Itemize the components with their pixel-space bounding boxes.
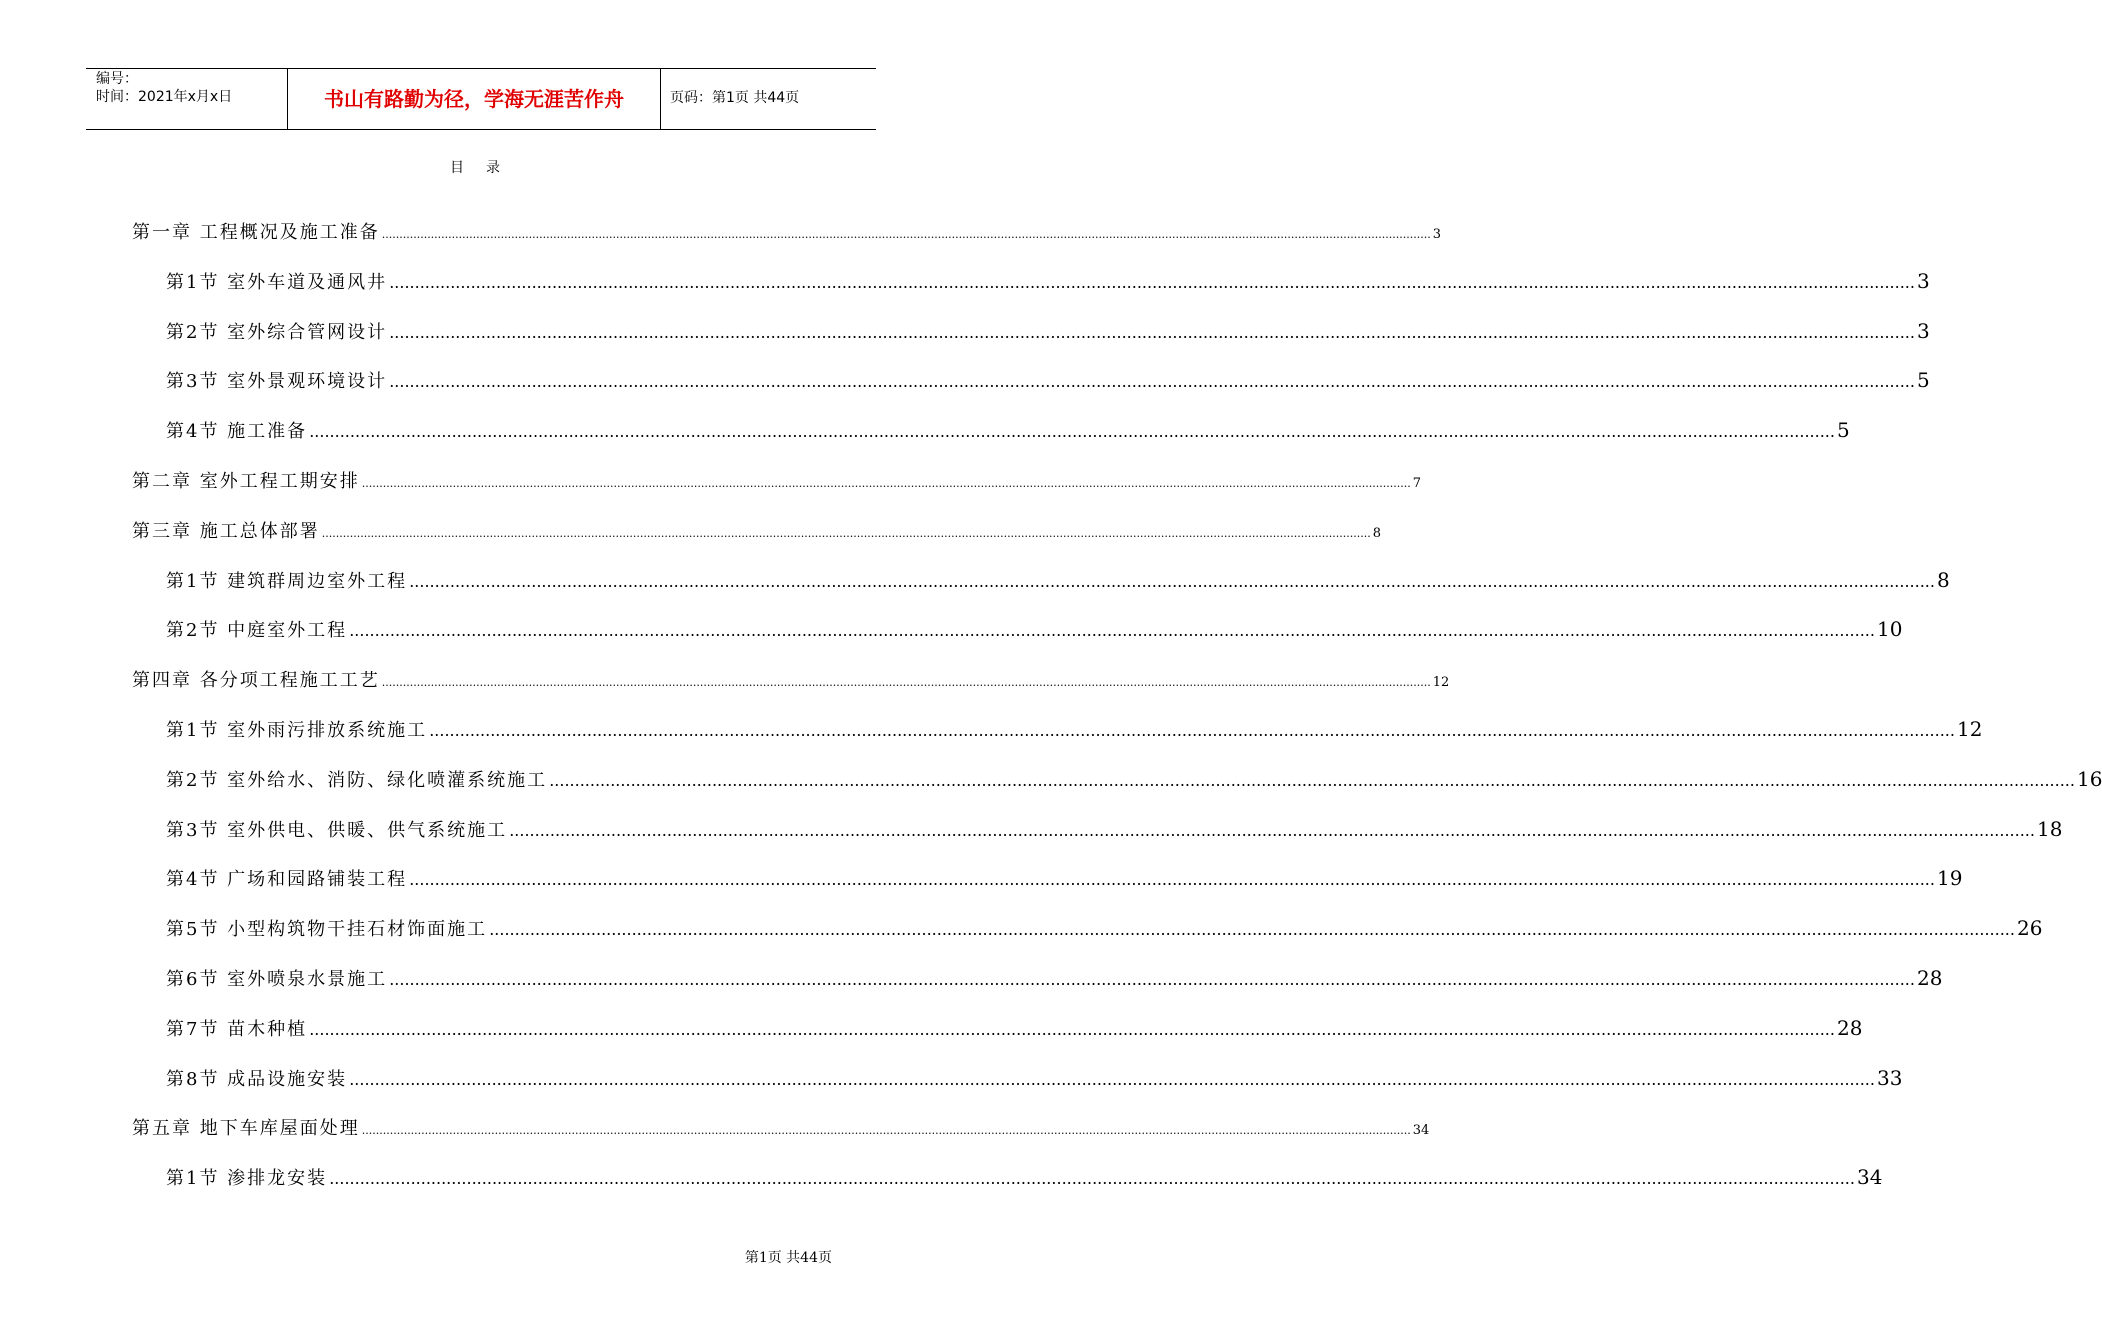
toc-leader-dots: ............................................................................................................................................................................................................................................................................................................	[389, 372, 1915, 392]
toc-leader-dots: ............................................................................................................................................................................................................................................................................................................	[389, 970, 1915, 989]
toc-leader-dots: ............................................................................................................................................................................................................................................................................................................	[361, 477, 1411, 490]
toc-entry-label: 第1节 建筑群周边室外工程	[166, 570, 408, 592]
toc-page-number: 34	[1856, 1165, 1883, 1190]
toc-page-number: 26	[2016, 916, 2043, 941]
toc-page-number: 8	[1372, 525, 1381, 541]
toc-chapter-entry[interactable]	[132, 666, 1450, 692]
toc-section-entry[interactable]	[166, 716, 1983, 741]
toc-section-entry[interactable]	[166, 268, 1930, 293]
toc-page-number: 18	[2036, 816, 2063, 841]
toc-leader-dots: ............................................................................................................................................................................................................................................................................................................	[309, 422, 1835, 442]
toc-entry-label: 第2节 室外综合管网设计	[166, 321, 388, 343]
header-meta-cell	[86, 69, 288, 129]
toc-leader-dots: ............................................................................................................................................................................................................................................................................................................	[329, 1169, 1855, 1189]
toc-section-entry[interactable]	[166, 816, 2063, 841]
toc-page-number: 7	[1412, 476, 1421, 491]
toc-page-number: 5	[1916, 368, 1930, 393]
toc-leader-dots: ............................................................................................................................................................................................................................................................................................................	[349, 1069, 1875, 1089]
toc-page-number: 28	[1836, 1015, 1863, 1040]
toc-page-number: 12	[1956, 717, 1983, 741]
toc-chapter-entry[interactable]	[132, 218, 1441, 243]
header-page-code: 页码：第1页 共44页	[670, 90, 800, 106]
toc-leader-dots: ............................................................................................................................................................................................................................................................................................................	[381, 228, 1431, 241]
toc-entry-label: 第4节 施工准备	[166, 421, 308, 443]
header-page-cell	[661, 69, 876, 129]
toc-section-entry[interactable]	[166, 1015, 1863, 1040]
toc-leader-dots: ............................................................................................................................................................................................................................................................................................................	[389, 322, 1915, 342]
toc-page-number: 3	[1916, 268, 1930, 293]
toc-entry-label: 第6节 室外喷泉水景施工	[166, 969, 388, 990]
toc-entry-label: 第2节 中庭室外工程	[166, 620, 348, 642]
toc-page-number: 5	[1836, 418, 1850, 443]
toc-leader-dots: ............................................................................................................................................................................................................................................................................................................	[509, 820, 2035, 840]
toc-entry-label: 第1节 室外雨污排放系统施工	[166, 720, 428, 741]
toc-leader-dots: ............................................................................................................................................................................................................................................................................................................	[381, 676, 1431, 690]
document-header	[86, 68, 876, 130]
toc-entry-label: 第1节 室外车道及通风井	[166, 271, 388, 293]
toc-page-number: 28	[1916, 966, 1943, 990]
serial-number-label: 编号：	[96, 71, 138, 87]
toc-leader-dots: ............................................................................................................................................................................................................................................................................................................	[309, 1019, 1835, 1039]
toc-title: 目录	[450, 160, 522, 176]
toc-section-entry[interactable]	[166, 616, 1903, 642]
toc-entry-label: 第四章 各分项工程施工工艺	[132, 670, 380, 692]
toc-entry-label: 第5节 小型构筑物干挂石材饰面施工	[166, 919, 488, 941]
toc-entry-label: 第2节 室外给水、消防、绿化喷灌系统施工	[166, 769, 548, 791]
toc-section-entry[interactable]	[166, 965, 1943, 990]
toc-chapter-entry[interactable]	[132, 467, 1421, 492]
toc-entry-label: 第1节 渗排龙安装	[166, 1168, 328, 1190]
toc-section-entry[interactable]	[166, 915, 2043, 941]
toc-section-entry[interactable]	[166, 1164, 1883, 1190]
toc-leader-dots: ............................................................................................................................................................................................................................................................................................................	[409, 571, 1935, 591]
toc-page-number: 8	[1936, 567, 1950, 592]
toc-page-number: 12	[1432, 675, 1450, 691]
header-motto: 书山有路勤为径，学海无涯苦作舟	[324, 87, 624, 111]
toc-entry-label: 第7节 苗木种植	[166, 1018, 308, 1040]
toc-entry-label: 第3节 室外供电、供暖、供气系统施工	[166, 819, 508, 841]
toc-section-entry[interactable]	[166, 766, 2102, 791]
toc-section-entry[interactable]	[166, 417, 1850, 443]
toc-leader-dots: ............................................................................................................................................................................................................................................................................................................	[361, 1124, 1411, 1138]
toc-page-number: 33	[1876, 1065, 1903, 1090]
toc-section-entry[interactable]	[166, 1065, 1903, 1090]
toc-page-number: 19	[1936, 866, 1963, 891]
toc-leader-dots: ............................................................................................................................................................................................................................................................................................................	[349, 621, 1875, 641]
toc-entry-label: 第五章 地下车库屋面处理	[132, 1118, 360, 1140]
toc-chapter-entry[interactable]	[132, 517, 1381, 542]
toc-entry-label: 第三章 施工总体部署	[132, 520, 320, 542]
toc-entry-label: 第8节 成品设施安装	[166, 1068, 348, 1090]
toc-page-number: 10	[1876, 617, 1903, 642]
toc-leader-dots: ............................................................................................................................................................................................................................................................................................................	[389, 272, 1915, 292]
toc-leader-dots: ............................................................................................................................................................................................................................................................................................................	[321, 526, 1371, 540]
toc-entry-label: 第二章 室外工程工期安排	[132, 471, 360, 492]
toc-page-number: 16	[2076, 766, 2102, 791]
toc-section-entry[interactable]	[166, 865, 1963, 891]
toc-page-number: 3	[1916, 318, 1930, 343]
toc-leader-dots: ............................................................................................................................................................................................................................................................................................................	[489, 920, 2015, 940]
toc-page-number: 3	[1432, 227, 1441, 242]
toc-section-entry[interactable]	[166, 567, 1950, 592]
toc-leader-dots: ............................................................................................................................................................................................................................................................................................................	[429, 721, 1955, 740]
toc-leader-dots: ............................................................................................................................................................................................................................................................................................................	[409, 870, 1935, 890]
date-line: 时间：2021年x月x日	[96, 89, 233, 105]
toc-entry-label: 第3节 室外景观环境设计	[166, 371, 388, 393]
toc-leader-dots: ............................................................................................................................................................................................................................................................................................................	[549, 770, 2075, 790]
page-footer: 第1页 共44页	[744, 1250, 832, 1266]
toc-section-entry[interactable]	[166, 367, 1930, 393]
toc-chapter-entry[interactable]	[132, 1114, 1430, 1140]
toc-entry-label: 第4节 广场和园路铺装工程	[166, 869, 408, 891]
header-motto-cell	[288, 69, 661, 129]
toc-section-entry[interactable]	[166, 318, 1930, 343]
toc-page-number: 34	[1412, 1123, 1430, 1139]
toc-entry-label: 第一章 工程概况及施工准备	[132, 222, 380, 243]
